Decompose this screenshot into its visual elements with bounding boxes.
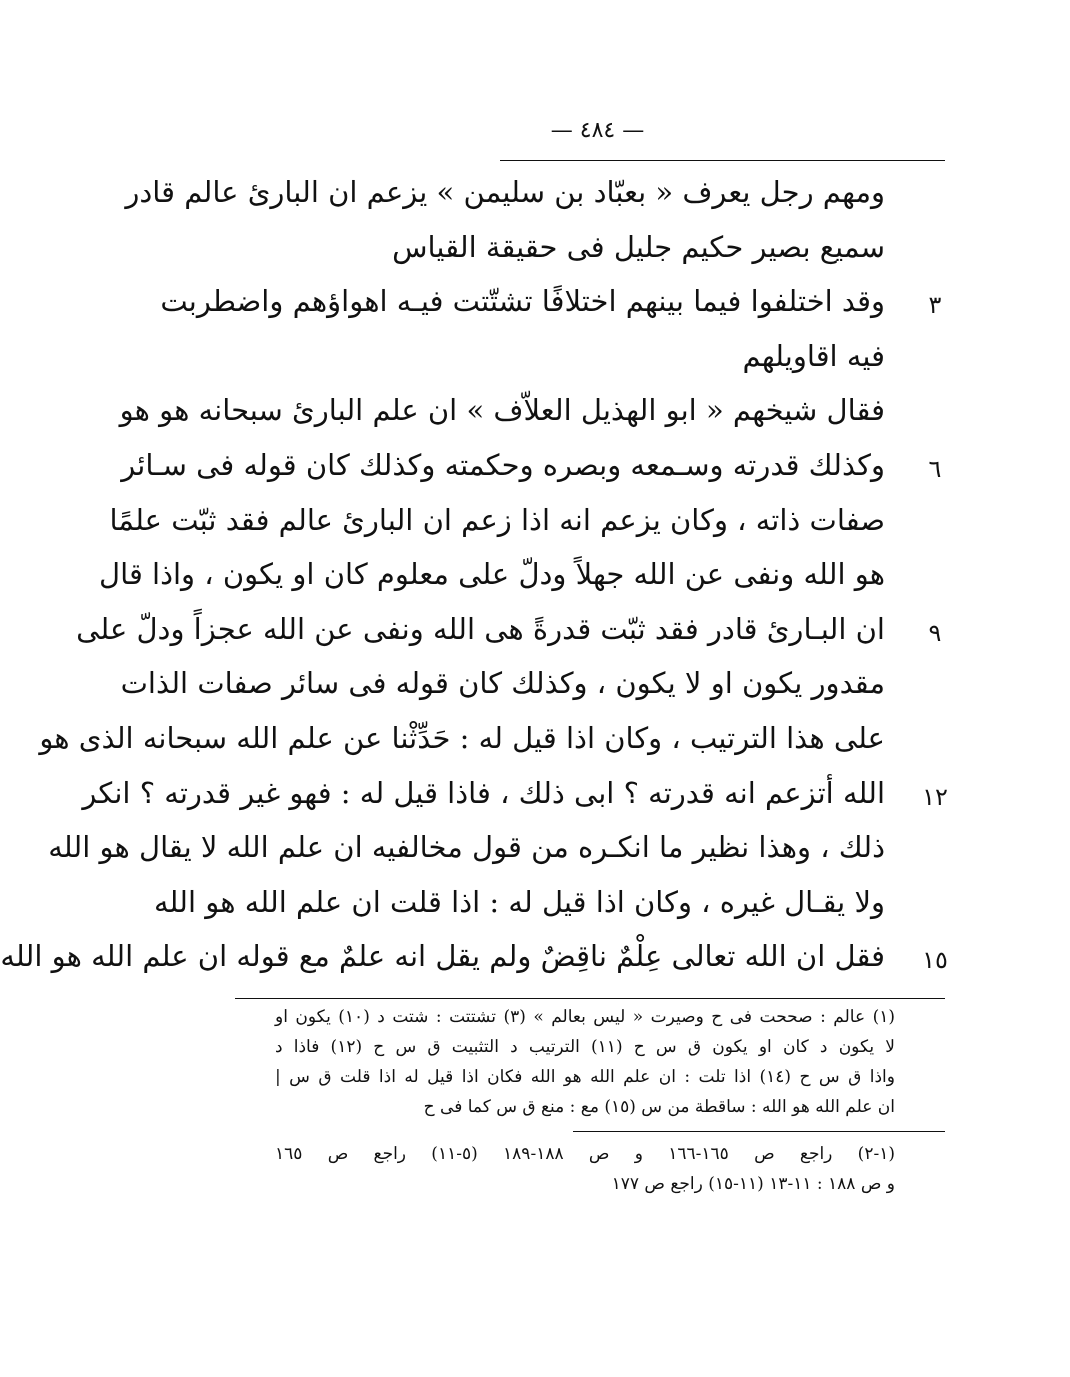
header-rule	[500, 160, 945, 161]
text-line: مقدور يكون او لا يكون ، وكذلك كان قوله فى سائر صفات الذات	[120, 666, 885, 700]
variant-footnote-line: واذا ق س ح (١٤) اذا تلت : ان علم الله هو الله فكان اذا قيل له اذا قلت ق س |	[275, 1067, 895, 1087]
line-number: ١٥	[922, 946, 948, 974]
text-line: ومهم رجل يعرف « بعبّاد بن سليمن » يزعم ان البارئ عالم قادر	[125, 175, 885, 209]
page-number: — ٤٨٤ —	[550, 118, 645, 143]
line-number: ١٢	[922, 783, 948, 811]
references-rule	[573, 1131, 945, 1132]
text-line: فيه اقاويلهم	[742, 339, 885, 373]
line-number: ٣	[928, 291, 942, 319]
variant-footnote-line: (١) عالم : صححت فى ح وصيرت « ليس بعالم » (٣) تشتتت : شتت د (١٠) يكون او	[275, 1007, 895, 1027]
text-line: ذلك ، وهذا نظير ما انكـره من قول مخالفيه ان علم الله لا يقال هو الله	[48, 830, 885, 864]
text-line: وقد اختلفوا فيما بينهم اختلافًا تشتّتت فيـه اهواؤهم واضطربت	[160, 284, 885, 318]
text-line: على هذا الترتيب ، وكان اذا قيل له : حَدِّثْنا عن علم الله سبحانه الذى هو	[39, 721, 885, 755]
reference-footnote-line: و ص ١٨٨ : ١١-١٣ (١١-١٥) راجع ص ١٧٧	[611, 1174, 895, 1194]
footnote-rule	[235, 998, 945, 999]
variant-footnote-line: ان علم الله هو الله : ساقطة من س (١٥) مع : منع ق س كما فى ح	[423, 1097, 895, 1117]
line-number: ٩	[928, 619, 942, 647]
reference-footnote-line: (١-٢) راجع ص ١٦٥-١٦٦ و ص ١٨٨-١٨٩ (٥-١١) راجع ص ١٦٥	[275, 1144, 895, 1164]
text-line: فقل ان الله تعالى عِلْمٌ ناقِضٌ ولم يقل انه علمٌ مع قوله ان علم الله هو الله	[0, 939, 885, 973]
line-number: ٦	[928, 455, 942, 483]
text-line: فقال شيخهم « ابو الهذيل العلاّف » ان علم البارئ سبحانه هو هو	[119, 393, 885, 427]
text-line: سميع بصير حكيم جليل فى حقيقة القياس	[392, 230, 885, 264]
text-line: الله أتزعم انه قدرته ؟ ابى ذلك ، فاذا قيل له : فهو غير قدرته ؟ انكر	[82, 776, 885, 810]
text-line: وكذلك قدرته وسـمعه وبصره وحكمته وكذلك كان قوله فى سـائر	[121, 448, 885, 482]
text-line: هو الله ونفى عن الله جهلاً ودلّ على معلوم كان او يكون ، واذا قال	[99, 557, 885, 591]
variant-footnote-line: لا يكون د كان او يكون ق س ح (١١) الترتيب د التثبيت ق س ح (١٢) فاذا د	[275, 1037, 895, 1057]
text-line: ان البـارئ قادر فقد ثبّت قدرةً هى الله ونفى عن الله عجزاً ودلّ على	[76, 612, 885, 646]
text-line: صفات ذاته ، وكان يزعم انه اذا زعم ان البارئ عالم فقد ثبّت علمًا	[109, 503, 885, 537]
text-line: ولا يقـال غيره ، وكان اذا قيل له : اذا قلت ان علم الله هو الله	[153, 885, 885, 919]
